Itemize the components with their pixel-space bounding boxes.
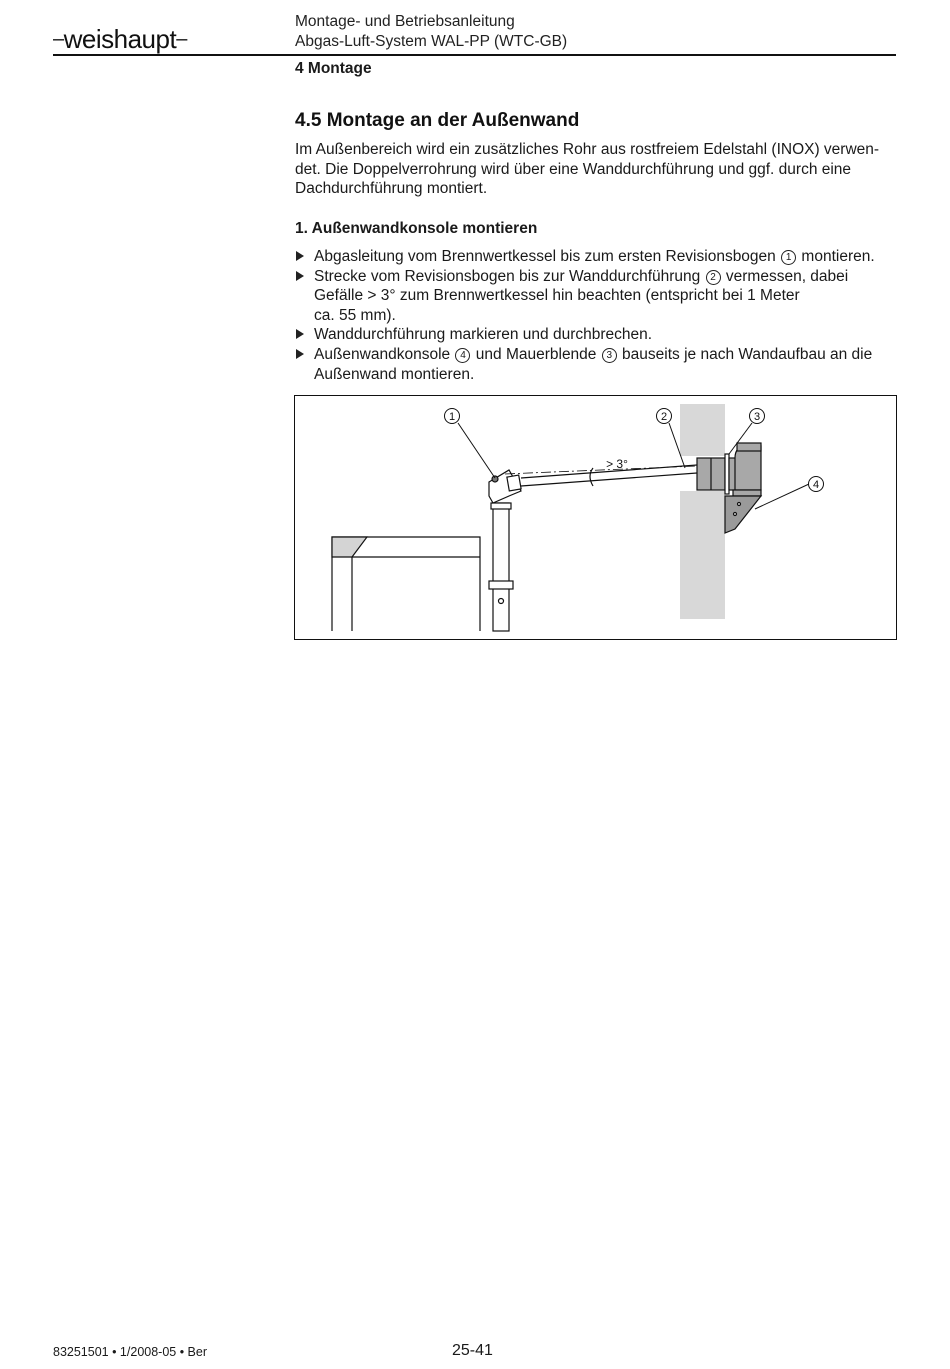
header-title-line2: Abgas-Luft-System WAL-PP (WTC-GB) xyxy=(295,33,568,50)
intro-paragraph xyxy=(295,140,900,199)
figure-label: 3 xyxy=(753,411,761,423)
figure-label: 4 xyxy=(812,479,820,491)
callout-number: 3 xyxy=(602,348,617,363)
intro-line: det. Die Doppelverrohrung wird über eine Wanddurchführung und ggf. durch eine xyxy=(295,160,852,178)
figure-label: 1 xyxy=(448,411,456,423)
wall-section xyxy=(680,404,725,619)
callout-number: 1 xyxy=(781,250,796,265)
step-heading: 1. Außenwandkonsole montieren xyxy=(295,220,538,237)
revision-elbow xyxy=(489,470,521,503)
boiler-drawing xyxy=(332,537,480,631)
callout-number: 2 xyxy=(706,270,721,285)
bullet-triangle-icon xyxy=(296,329,304,339)
header-rule xyxy=(53,54,896,56)
document-info: 83251501 • 1/2008-05 • Ber xyxy=(53,1345,208,1359)
step-item: Außenwandkonsole 4 und Mauerblende 3 bauseits je nach Wandaufbau an die Außenwand montieren. xyxy=(295,345,905,384)
flue-pipe-vertical xyxy=(489,503,513,631)
intro-line: Dachdurchführung montiert. xyxy=(295,180,488,197)
step-item: Abgasleitung vom Brennwertkessel bis zum ersten Revisionsbogen 1 montieren. xyxy=(295,247,905,267)
chapter-label: 4 Montage xyxy=(295,60,372,77)
step-list xyxy=(295,247,905,384)
installation-diagram xyxy=(294,395,897,640)
wall-bracket xyxy=(725,496,761,533)
section-heading: 4.5 Montage an der Außenwand xyxy=(295,110,580,131)
header-title-line1: Montage- und Betriebsanleitung xyxy=(295,13,515,30)
intro-line: Im Außenbereich wird ein zusätzliches Rohr aus rostfreiem Edelstahl (INOX) verwen- xyxy=(295,141,880,158)
bullet-triangle-icon xyxy=(296,271,304,281)
slope-angle-label: > 3° xyxy=(606,457,628,471)
step-item: Strecke vom Revisionsbogen bis zur Wanddurchführung 2 vermessen, dabei Gefälle > 3° zum Brennwertkessel hin beachten (entspricht bei 1 Meter ca. 55 mm). xyxy=(295,267,905,326)
figure-label: 2 xyxy=(660,411,668,423)
page-number: 25-41 xyxy=(452,1342,493,1359)
flue-pipe-sloped xyxy=(505,465,697,486)
brand-logo: –weishaupt– xyxy=(53,24,187,54)
bullet-triangle-icon xyxy=(296,349,304,359)
callout-number: 4 xyxy=(455,348,470,363)
step-item: Wanddurchführung markieren und durchbrechen. xyxy=(295,325,905,345)
diagram-svg xyxy=(295,396,896,639)
bullet-triangle-icon xyxy=(296,251,304,261)
